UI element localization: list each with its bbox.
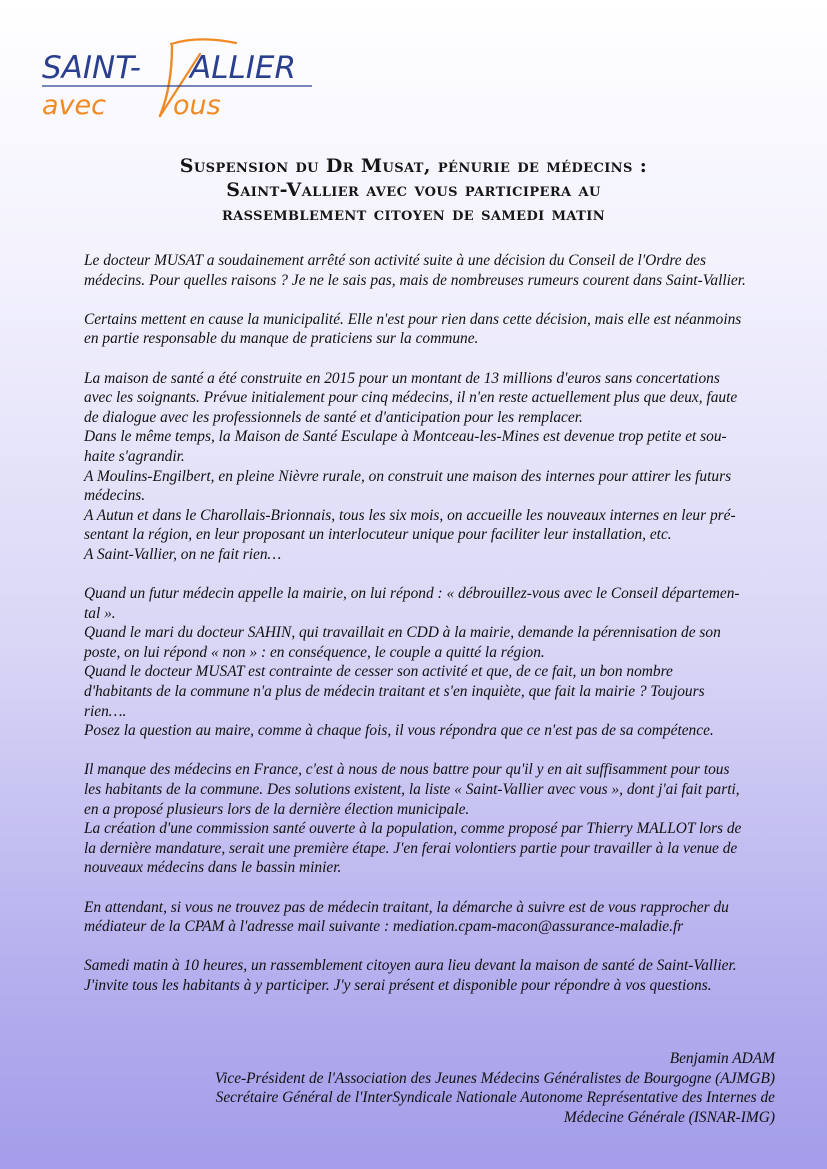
logo-line1-text: SAINT- bbox=[42, 50, 141, 86]
text-line: rien…. bbox=[84, 702, 127, 720]
text-line: Certains mettent en cause la municipalité. Elle n'est pour rien dans cette décision, mais elle est néanmoins bbox=[84, 310, 742, 328]
text-line: tal ». bbox=[84, 604, 116, 622]
paragraph-6 bbox=[84, 898, 764, 937]
paragraph-2 bbox=[84, 310, 764, 349]
signature-block bbox=[135, 1049, 775, 1127]
title-line-3: rassemblement citoyen de samedi matin bbox=[221, 203, 606, 225]
text-line: la dernière mandature, serait une première étape. J'en ferai volontiers partie pour travailler à la venue de bbox=[84, 839, 738, 857]
text-line: sentant la région, en leur proposant un interlocuteur unique pour faciliter leur installation, etc. bbox=[84, 526, 672, 544]
page-title bbox=[60, 154, 767, 226]
signature-name: Benjamin ADAM bbox=[669, 1050, 775, 1067]
text-line: Il manque des médecins en France, c'est à nous de nous battre pour qu'il y en ait suffisamment pour tous bbox=[84, 761, 730, 779]
logo-graphic bbox=[40, 34, 320, 129]
text-line: A Saint-Vallier, on ne fait rien… bbox=[84, 545, 282, 563]
text-line: médecins. bbox=[84, 487, 146, 505]
article-body bbox=[84, 251, 764, 1015]
text-line: médecins. Pour quelles raisons ? Je ne le sais pas, mais de nombreuses rumeurs courent dans Saint-Vallier. bbox=[84, 271, 746, 289]
text-line: haite s'agrandir. bbox=[84, 447, 185, 465]
logo-swoosh-top bbox=[171, 39, 236, 44]
text-line: nouveaux médecins dans le bassin minier. bbox=[84, 859, 342, 877]
text-line: en a proposé plusieurs lors de la dernière élection municipale. bbox=[84, 800, 470, 818]
paragraph-7 bbox=[84, 956, 764, 995]
logo-line1-rest: ALLIER bbox=[190, 50, 297, 86]
saint-vallier-avec-vous-logo bbox=[40, 34, 320, 129]
text-line: d'habitants de la commune n'a plus de médecin traitant et s'en inquiète, que fait la mairie ? Toujours bbox=[84, 683, 705, 701]
paragraph-5 bbox=[84, 760, 764, 878]
paragraph-3 bbox=[84, 369, 764, 565]
logo-line2-text: avec bbox=[42, 90, 106, 121]
text-line: Samedi matin à 10 heures, un rassemblement citoyen aura lieu devant la maison de santé de Saint-Vallier. bbox=[84, 957, 737, 975]
text-line: Quand le mari du docteur SAHIN, qui travaillait en CDD à la mairie, demande la pérennisation de son bbox=[84, 624, 721, 642]
text-line: La création d'une commission santé ouverte à la population, comme proposé par Thierry MALLOT lors de bbox=[84, 820, 742, 838]
text-line: avec les soignants. Prévue initialement pour cinq médecins, il n'en reste actuellement plus que deux, faute bbox=[84, 389, 738, 407]
text-line: de dialogue avec les professionnels de santé et d'anticipation pour les remplacer. bbox=[84, 408, 583, 426]
text-line: Quand un futur médecin appelle la mairie, on lui répond : « débrouillez-vous avec le Conseil départemen- bbox=[84, 585, 740, 603]
text-line: en partie responsable du manque de praticiens sur la commune. bbox=[84, 330, 479, 348]
text-line: La maison de santé a été construite en 2015 pour un montant de 13 millions d'euros sans concertations bbox=[84, 369, 720, 387]
paragraph-4 bbox=[84, 584, 764, 741]
title-line-2: Saint-Vallier avec vous participera au bbox=[226, 179, 601, 201]
text-line: J'invite tous les habitants à y participer. J'y serai présent et disponible pour répondre à vos questions. bbox=[84, 976, 712, 994]
paragraph-1 bbox=[84, 251, 764, 290]
text-line: Le docteur MUSAT a soudainement arrêté son activité suite à une décision du Conseil de l'Ordre des bbox=[84, 252, 706, 269]
text-line: En attendant, si vous ne trouvez pas de médecin traitant, la démarche à suivre est de vous rapprocher du bbox=[84, 898, 729, 916]
text-line: médiateur de la CPAM à l'adresse mail suivante : mediation.cpam-macon@assurance-maladie.fr bbox=[84, 918, 684, 936]
text-line: A Moulins-Engilbert, en pleine Nièvre rurale, on construit une maison des internes pour attirer les futurs bbox=[84, 467, 732, 485]
signature-role-1: Vice-Président de l'Association des Jeunes Médecins Généralistes de Bourgogne (AJMGB) bbox=[214, 1069, 775, 1087]
text-line: poste, on lui répond « non » : en conséquence, le couple a quitté la région. bbox=[84, 643, 545, 661]
signature-role-3: Médecine Générale (ISNAR-IMG) bbox=[563, 1108, 775, 1126]
text-line: A Autun et dans le Charollais-Brionnais, tous les six mois, on accueille les nouveaux internes en leur pré- bbox=[84, 506, 736, 524]
text-line: Quand le docteur MUSAT est contrainte de cesser son activité et que, de ce fait, un bon nombre bbox=[84, 663, 673, 681]
signature-role-2: Secrétaire Général de l'InterSyndicale Nationale Autonome Représentative des Internes de bbox=[215, 1089, 775, 1107]
text-line: Dans le même temps, la Maison de Santé Esculape à Montceau-les-Mines est devenue trop petite et sou- bbox=[84, 428, 727, 446]
text-line: les habitants de la commune. Des solutions existent, la liste « Saint-Vallier avec vous », dont j'ai fait parti, bbox=[84, 781, 740, 799]
title-line-1: Suspension du Dr Musat, pénurie de médecins : bbox=[179, 155, 648, 177]
text-line: Posez la question au maire, comme à chaque fois, il vous répondra que ce n'est pas de sa compétence. bbox=[84, 722, 714, 740]
logo-line2-rest: ous bbox=[173, 90, 221, 121]
